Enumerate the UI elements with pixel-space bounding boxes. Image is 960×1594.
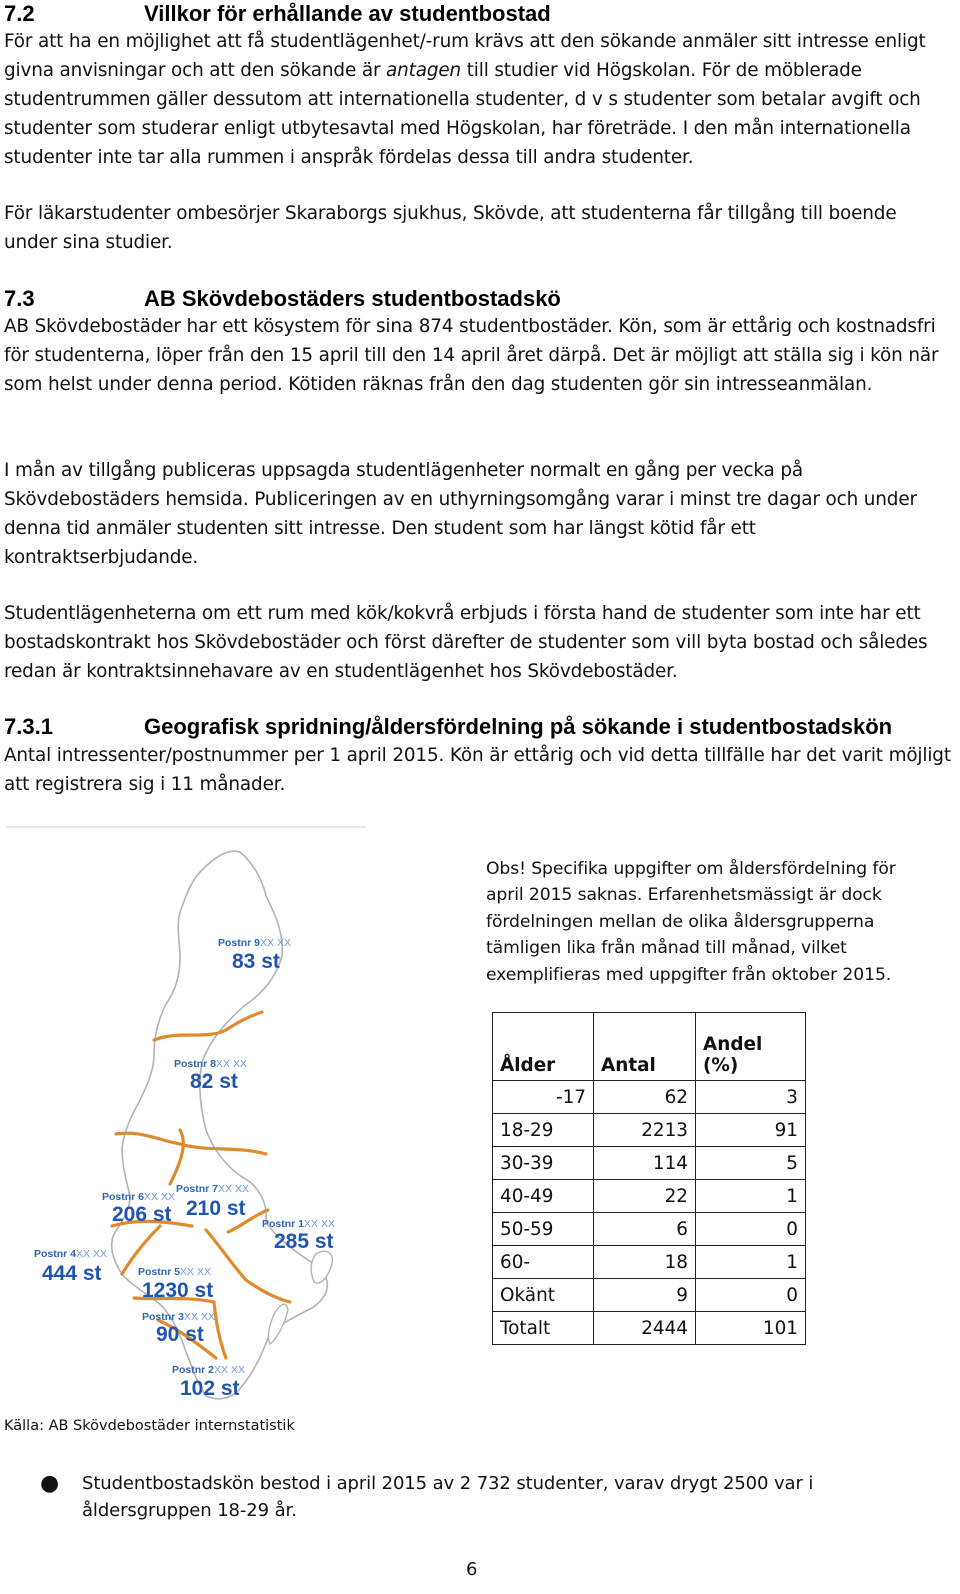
column-header: Ålder [493, 1013, 594, 1081]
table-cell: 1 [696, 1180, 806, 1213]
paragraph-intressenter: Antal intressenter/postnummer per 1 april 2015. Kön är ettårig och vid detta tillfälle har det varit möjligt att registrera sig i 11 månader. [4, 745, 951, 795]
region-count-8: 82 st [190, 1070, 238, 1093]
table-cell: Totalt [493, 1312, 594, 1345]
region-label-2: Postnr 2XX XX [172, 1364, 245, 1376]
table-cell: 62 [594, 1081, 696, 1114]
region-label-4: Postnr 4XX XX [34, 1248, 107, 1260]
region-label-3: Postnr 3XX XX [142, 1311, 215, 1323]
heading-title: AB Skövdebostäders studentbostadskö [144, 286, 561, 311]
table-cell: 40-49 [493, 1180, 594, 1213]
obs-note: Obs! Specifika uppgifter om åldersfördelning för april 2015 saknas. Erfarenhetsmässigt är dock fördelningen mellan de olika åldersgrupperna tämligen lika från månad till månad, vilket exemplifieras med uppgifter från oktober 2015. [486, 859, 896, 985]
island-gotland [311, 1251, 332, 1283]
heading-7-2 [4, 0, 551, 28]
table-cell: 60- [493, 1246, 594, 1279]
region-count-3: 90 st [156, 1323, 204, 1346]
emphasis-text: antagen [386, 60, 462, 81]
heading-7-3-1 [4, 713, 892, 741]
paragraph-studentlagenheter: Studentlägenheterna om ett rum med kök/kokvrå erbjuds i första hand de studenter som inte har ett bostadskontrakt hos Skövdebostäder och först därefter de studenter som vill byta bostad och således redan är kontraktsinnehavare av en studentlägenhet hos Skövdebostäder. [4, 603, 928, 682]
table-row [493, 1279, 806, 1312]
paragraph-publicering: I mån av tillgång publiceras uppsagda studentlägenheter normalt en gång per vecka på Skövdebostäders hemsida. Publiceringen av en uthyrningsomgång varar i minst tre dagar och under denna tid anmäler studenten sitt intresse. Den student som har längst kötid får ett kontraktserbjudande. [4, 460, 917, 568]
column-header: Andel (%) [696, 1013, 806, 1081]
table-row [493, 1147, 806, 1180]
region-count-1: 285 st [274, 1230, 334, 1253]
region-label-6: Postnr 6XX XX [102, 1191, 175, 1203]
table-cell: 18 [594, 1246, 696, 1279]
paragraph-villkor [4, 27, 952, 172]
heading-7-3 [4, 285, 561, 313]
table-cell: 114 [594, 1147, 696, 1180]
region-label-9: Postnr 9XX XX [218, 937, 291, 949]
table-cell: 9 [594, 1279, 696, 1312]
source-caption: Källa: AB Skövdebostäder internstatistik [4, 1418, 295, 1434]
heading-number: 7.3 [4, 286, 35, 311]
table-row [493, 1246, 806, 1279]
age-distribution-table [492, 1012, 806, 1345]
table-row [493, 1114, 806, 1147]
paragraph-lakarstudenter: För läkarstudenter ombesörjer Skaraborgs sjukhus, Skövde, att studenterna får tillgång till boende under sina studier. [4, 203, 897, 253]
table-cell: 2213 [594, 1114, 696, 1147]
table-cell: 6 [594, 1213, 696, 1246]
page-number: 6 [466, 1559, 478, 1580]
region-count-4: 444 st [42, 1262, 102, 1285]
region-label-1: Postnr 1XX XX [262, 1218, 335, 1230]
sweden-map [30, 834, 370, 1404]
heading-number: 7.3.1 [4, 714, 53, 739]
bullet-icon: ● [40, 1471, 60, 1496]
table-cell: 3 [696, 1081, 806, 1114]
region-label-5: Postnr 5XX XX [138, 1266, 211, 1278]
heading-title: Villkor för erhållande av studentbostad [144, 1, 551, 26]
table-cell: 101 [696, 1312, 806, 1345]
table-cell: 1 [696, 1246, 806, 1279]
table-row-total [493, 1312, 806, 1345]
paragraph-kosystem: AB Skövdebostäder har ett kösystem för sina 874 studentbostäder. Kön, som är ettårig och kostnadsfri för studenterna, löper från den 15 april till den 14 april året därpå. Det är möjligt att ställa sig i kön när som helst under denna period. Kötiden räknas från den dag studenten gör sin intresseanmälan. [4, 316, 939, 395]
table-row [493, 1081, 806, 1114]
region-count-9: 83 st [232, 950, 280, 973]
column-header: Antal [594, 1013, 696, 1081]
region-label-8: Postnr 8XX XX [174, 1058, 247, 1070]
table-cell: 5 [696, 1147, 806, 1180]
table-cell: 50-59 [493, 1213, 594, 1246]
table-cell: 30-39 [493, 1147, 594, 1180]
table-row [493, 1213, 806, 1246]
region-label-7: Postnr 7XX XX [176, 1183, 249, 1195]
heading-number: 7.2 [4, 1, 35, 26]
map-top-rule [6, 826, 366, 828]
table-cell: -17 [493, 1081, 594, 1114]
region-count-6: 206 st [112, 1203, 172, 1226]
paragraph-text: För att ha en möjlighet att få studentlägenhet/-rum krävs att den sökande anmäler sitt intresse enligt givna anvisningar och att den sökande är [4, 31, 926, 81]
region-count-5: 1230 st [142, 1279, 214, 1302]
table-cell: 0 [696, 1213, 806, 1246]
table-row [493, 1180, 806, 1213]
table-cell: Okänt [493, 1279, 594, 1312]
table-cell: 22 [594, 1180, 696, 1213]
table-header-row [493, 1013, 806, 1081]
table-cell: 0 [696, 1279, 806, 1312]
heading-title: Geografisk spridning/åldersfördelning på sökande i studentbostadskön [144, 714, 893, 739]
region-count-7: 210 st [186, 1197, 246, 1220]
paragraph-text: till studier vid Högskolan. För de möblerade studentrummen gäller dessutom att internationella studenter, d v s studenter som betalar avgift och studenter som studerar enligt utbytesavtal med Högskolan, har företräde. I den mån internationella studenter inte tar alla rummen i anspråk fördelas dessa till andra studenter. [4, 60, 921, 168]
region-count-2: 102 st [180, 1377, 240, 1400]
table-cell: 91 [696, 1114, 806, 1147]
table-cell: 2444 [594, 1312, 696, 1345]
bullet-text: Studentbostadskön bestod i april 2015 av 2 732 studenter, varav drygt 2500 var i åldersgruppen 18-29 år. [82, 1473, 814, 1521]
table-cell: 18-29 [493, 1114, 594, 1147]
